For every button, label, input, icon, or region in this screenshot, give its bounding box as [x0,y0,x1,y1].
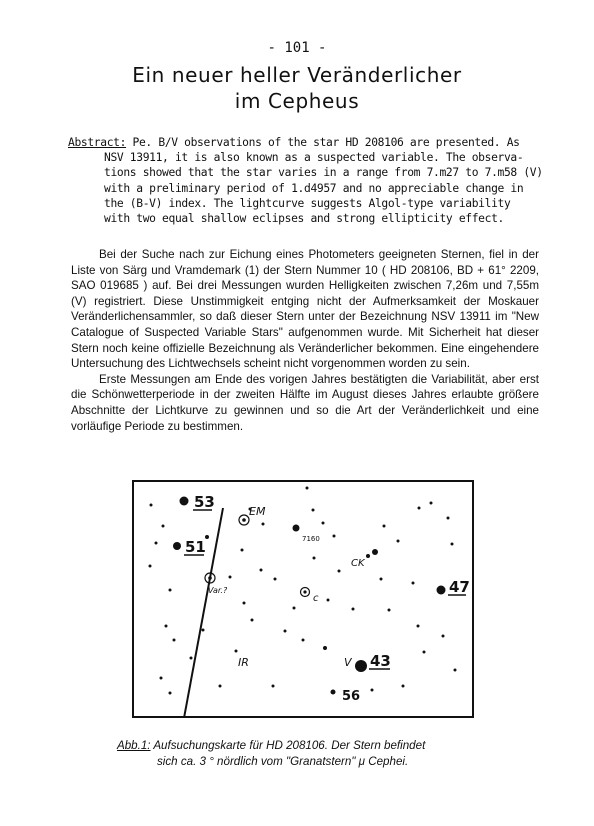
star [331,690,336,695]
star [418,507,421,510]
star [173,542,181,550]
abstract [68,135,543,226]
caption-text-1: Aufsuchungskarte für HD 208106. Der Stern befindet [150,739,426,752]
star [160,677,163,680]
star [333,535,336,538]
label-51: 51 [185,538,206,556]
star [274,578,277,581]
figure-caption [117,738,497,769]
abstract-line: with two equal shallow eclipses and strong ellipticity effect. [104,212,504,226]
star [169,692,172,695]
star [388,609,391,612]
article-title [0,62,594,114]
star [293,525,300,532]
title-line-1: Ein neuer heller Veränderlicher [132,63,462,87]
star [417,625,420,628]
star [313,557,316,560]
variable-star [208,576,212,580]
chart-frame [133,481,473,717]
paragraph-1: Bei der Suche nach zur Eichung eines Photometers geeigneten Sternen, fiel in der Liste von Särg und Vramdemark (1) der Stern Nummer 10 ( HD 208106, BD + 61° 2209, SAO 019685 ) auf. Bei drei Messungen wurden Helligkeiten zwischen 7,26m und 7,55m (V) registriert. Diese Unstimmigkeit entging nicht der Aufmerksamkeit der Moskauer Veränderlichensammler, so daß dieser Stern unter der Bezeichnung NSV 13911 im "New Catalogue of Suspected Variable Stars" aufgenommen wurde. Mit Sicherheit hat dieser Stern noch keine offizielle Bezeichnung als Veränderlicher bekommen. Eine eingehendere Untersuchung des Lichtwechsels scheint nicht vorgenommen worden zu sein. [71,248,539,371]
paragraph-2: Erste Messungen am Ende des vorigen Jahres bestätigten die Variabilität, aber erst die Schönwetterperiode in der zweiten Hälfte im August dieses Jahres erlaubte größere Abschnitte der Lichtkurve zu gewinnen und so die Art der Veränderlichkeit und eine vorläufige Periode zu bestimmen. [71,372,539,433]
star [437,586,446,595]
star [162,525,165,528]
em-star [242,518,246,522]
star [155,542,158,545]
star [397,540,400,543]
label-em: EM [249,505,266,518]
star [366,554,370,558]
star [412,582,415,585]
star [251,619,254,622]
star [312,509,315,512]
label-ck: CK [351,558,365,569]
star [430,502,433,505]
star [442,635,445,638]
caption-line-2: sich ca. 3 ° nördlich vom "Granatstern" μ Cephei. [157,754,409,768]
star [149,565,152,568]
label-v: V [344,656,352,669]
star [202,629,205,632]
star [302,639,305,642]
star [322,522,325,525]
star [352,608,355,611]
abstract-line-1-text: Pe. B/V observations of the star HD 208106 are presented. As [126,136,520,149]
title-line-2: im Cepheus [234,89,360,113]
star [355,660,367,672]
star [306,487,309,490]
abstract-line: the (B-V) index. The lightcurve suggests Algol-type variability [104,196,511,210]
star [190,657,193,660]
star [165,625,168,628]
star [241,549,244,552]
star [371,689,374,692]
star [260,569,263,572]
star [451,543,454,546]
star [454,669,457,672]
star [327,599,330,602]
abstract-line [68,135,540,150]
star [293,607,296,610]
body-text [71,247,539,434]
abstract-line: with a preliminary period of 1.d4957 and no appreciable change in [104,181,524,195]
star [235,650,238,653]
label-56: 56 [342,689,361,704]
star [380,578,383,581]
label-53: 53 [194,493,215,511]
label-7160: 7160 [302,535,320,543]
abstract-line: tions showed that the star varies in a range from 7.m27 to 7.m58 (V) [104,166,543,180]
abstract-label: Abstract: [68,136,127,149]
star [323,646,327,650]
caption-line-1 [117,738,497,754]
star [402,685,405,688]
label-var: Var.? [208,586,228,595]
star [272,685,275,688]
finder-chart [132,480,474,718]
c-star [303,590,306,593]
star [150,504,153,507]
caption-label: Abb.1: [117,739,151,752]
star [284,630,287,633]
star [338,570,341,573]
abstract-line: NSV 13911, it is also known as a suspected variable. The observa- [104,151,524,165]
star [219,685,222,688]
star [383,525,386,528]
label-43: 43 [370,652,391,670]
star [447,517,450,520]
star [243,602,246,605]
star [173,639,176,642]
page-number: - 101 - [267,40,327,56]
label-c: c [313,593,319,604]
star [423,651,426,654]
label-ir: IR [238,656,249,669]
star [372,549,378,555]
star [229,576,232,579]
star [180,497,189,506]
star [262,523,265,526]
star [169,589,172,592]
label-47: 47 [449,578,470,596]
